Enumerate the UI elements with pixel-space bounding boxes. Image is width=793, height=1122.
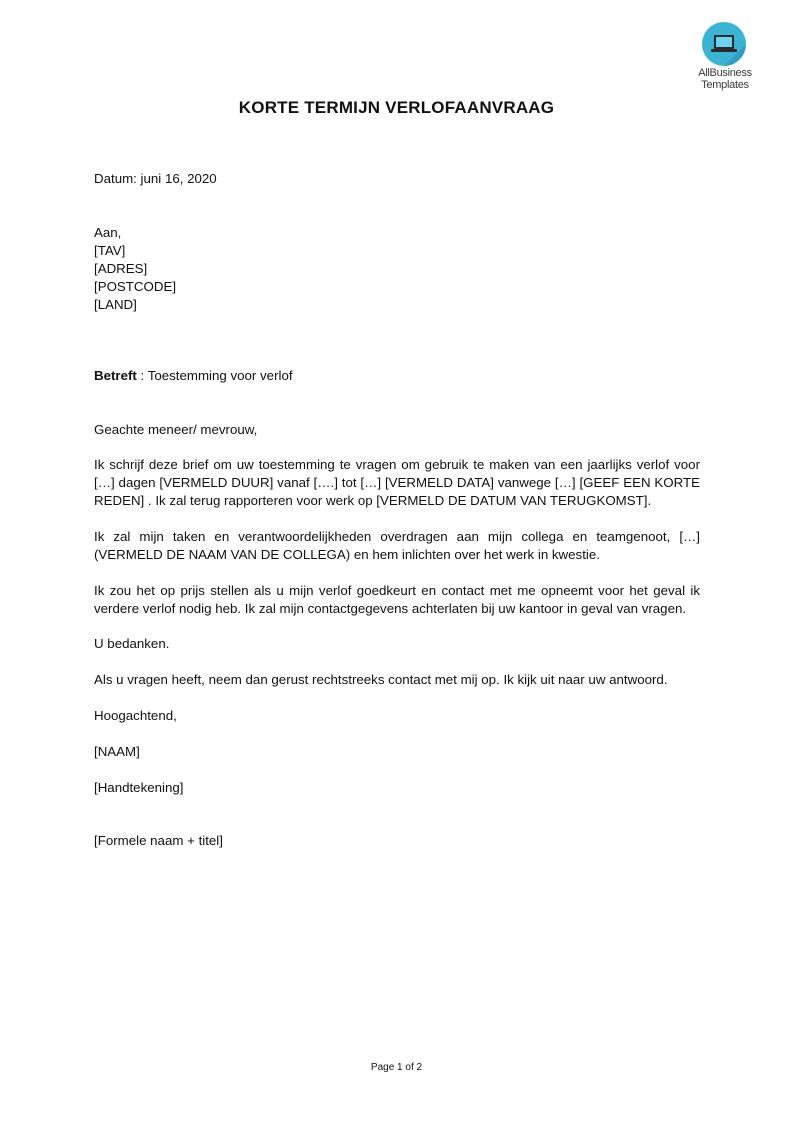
address-line: [ADRES] xyxy=(94,261,148,276)
subject-line xyxy=(94,367,293,385)
signature-placeholder: [Handtekening] xyxy=(94,780,184,795)
salutation: Geachte meneer/ mevrouw, xyxy=(94,422,258,437)
date-line: Datum: juni 16, 2020 xyxy=(94,171,217,186)
body-paragraph-2: Ik zal mijn taken en verantwoordelijkheden overdragen aan mijn collega en teamgenoot, […] (VERMELD DE NAAM VAN DE COLLEGA) en hem inlichten over het werk in kwestie. xyxy=(94,529,700,562)
questions-line: Als u vragen heeft, neem dan gerust rechtstreeks contact met mij op. Ik kijk uit naar uw antwoord. xyxy=(94,672,668,687)
thanks-line: U bedanken. xyxy=(94,636,170,651)
recipient-address xyxy=(94,224,176,314)
formal-name-placeholder: [Formele naam + titel] xyxy=(94,833,223,848)
logo-brand-text xyxy=(690,67,760,91)
logo-brand-line2: Templates xyxy=(701,79,749,91)
page-number: Page 1 of 2 xyxy=(370,1062,423,1073)
laptop-icon xyxy=(702,22,746,66)
closing-line: Hoogachtend, xyxy=(94,708,177,723)
document-title: KORTE TERMIJN VERLOFAANVRAAG xyxy=(238,98,555,117)
subject-label: Betreft xyxy=(94,368,137,383)
logo-brand-line1: AllBusiness xyxy=(698,67,752,79)
subject-text: : Toestemming voor verlof xyxy=(136,368,293,383)
address-line: [LAND] xyxy=(94,297,137,312)
address-line: [TAV] xyxy=(94,243,126,258)
allbusiness-templates-logo xyxy=(690,22,760,94)
name-placeholder: [NAAM] xyxy=(94,744,140,759)
body-paragraph-3: Ik zou het op prijs stellen als u mijn verlof goedkeurt en contact met me opneemt voor het geval ik verdere verlof nodig heb. Ik zal mijn contactgegevens achterlaten bij uw kantoor in geval van vragen. xyxy=(94,583,700,616)
address-line: [POSTCODE] xyxy=(94,279,177,294)
logo-circle xyxy=(702,22,746,66)
body-paragraph-1: Ik schrijf deze brief om uw toestemming te vragen om gebruik te maken van een jaarlijks verlof voor […] dagen [VERMELD DUUR] vanaf [….] tot […] [VERMELD DATA] vanwege […] [GEEF EEN KORTE REDEN] . Ik zal terug rapporteren voor werk op [VERMELD DE DATUM VAN TERUGKOMST]. xyxy=(94,457,700,508)
address-line: Aan, xyxy=(94,225,122,240)
